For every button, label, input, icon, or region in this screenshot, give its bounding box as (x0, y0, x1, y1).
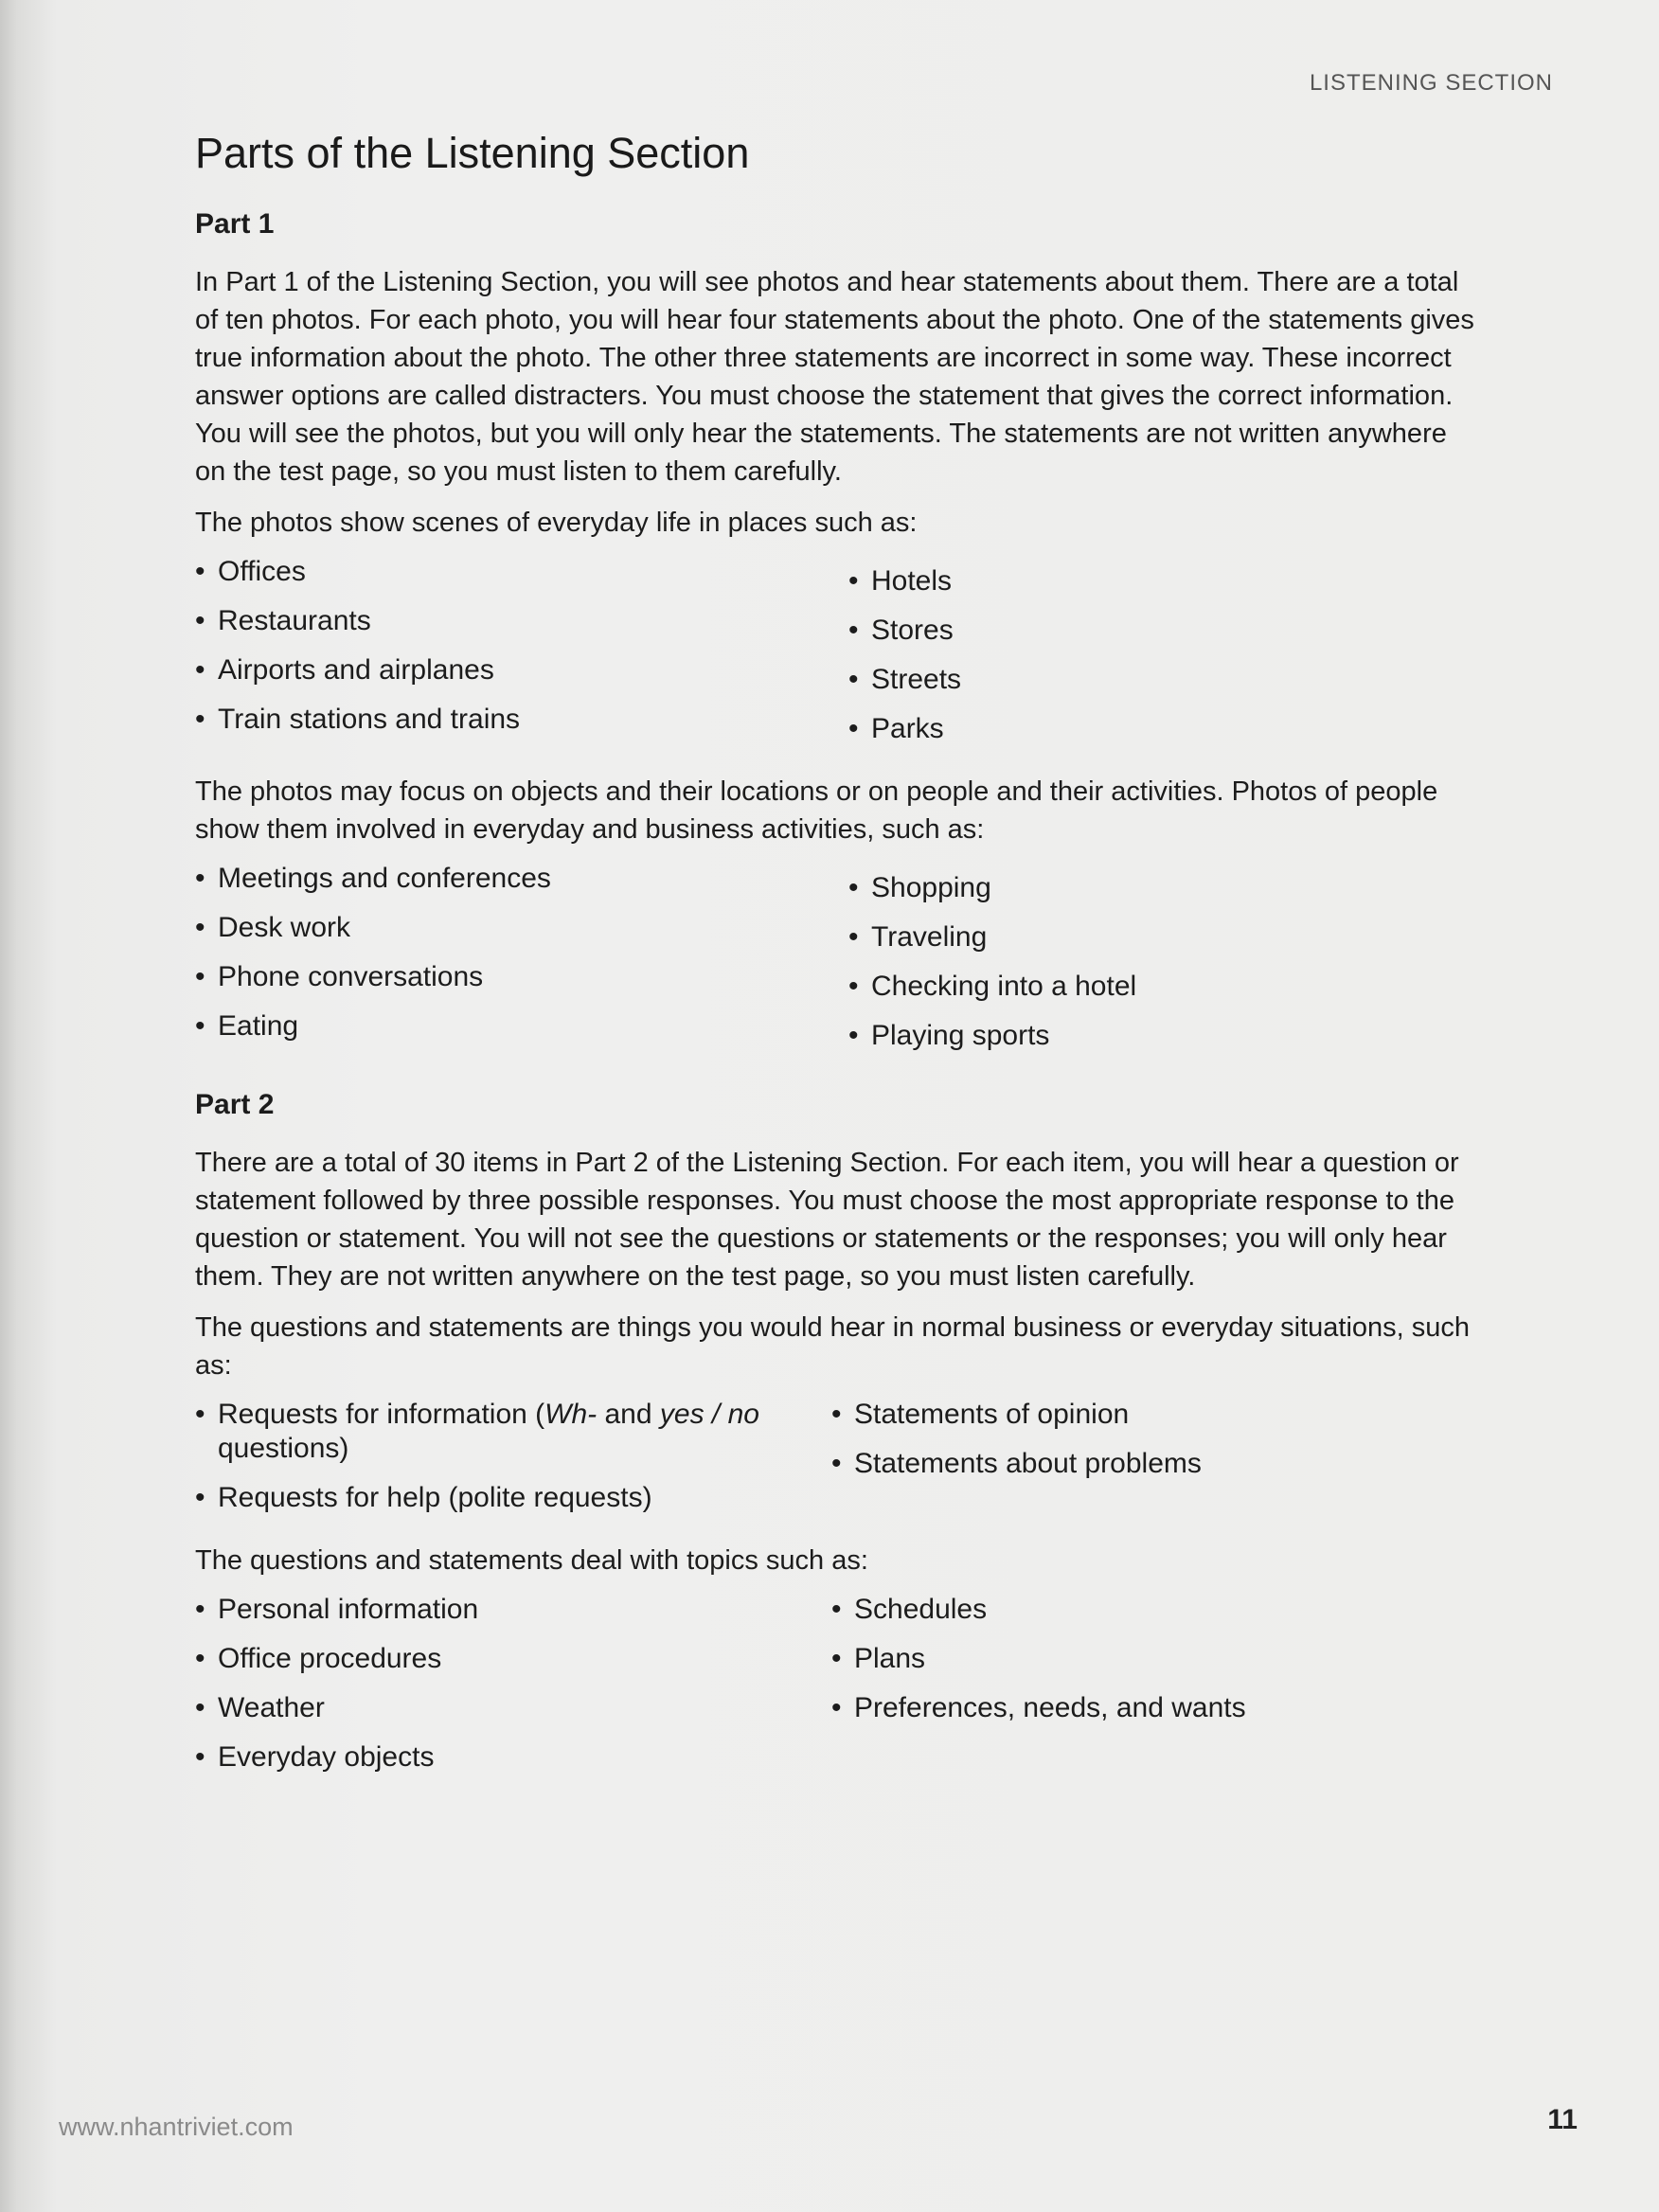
list-item: • Personal information (195, 1594, 479, 1625)
list-item: • Statements of opinion (831, 1399, 1130, 1430)
page-number: 11 (1547, 2104, 1578, 2135)
activities-right-list (848, 862, 1473, 1068)
activities-list (195, 862, 1483, 1068)
list-item: • Statements about problems (831, 1448, 1202, 1479)
part1-activities-intro: The photos may focus on objects and their locations or on people and their activities. Photos of people show them involved in everyday and business activities, such as: (195, 776, 1438, 845)
list-item: • Desk work (195, 912, 351, 943)
list-item: • Requests for information (Wh- and yes / no questions) (195, 1399, 759, 1464)
list-item: • Shopping (848, 872, 991, 903)
activities-left-list (195, 862, 848, 1068)
part2-situations-intro: The questions and statements are things you would hear in normal business or everyday situations, such as: (195, 1312, 1471, 1381)
list-item: • Traveling (848, 921, 988, 953)
list-item: • Eating (195, 1010, 299, 1042)
topics-left-list (195, 1593, 831, 1790)
running-head: LISTENING SECTION (1309, 70, 1553, 96)
places-right-list (848, 555, 1473, 761)
list-item: • Weather (195, 1692, 325, 1723)
situations-left-list (195, 1398, 831, 1530)
list-item: • Airports and airplanes (195, 654, 494, 686)
list-item: • Meetings and conferences (195, 863, 551, 894)
list-item: • Streets (848, 664, 962, 695)
list-item: • Schedules (831, 1594, 988, 1625)
list-item: • Restaurants (195, 605, 371, 636)
situations-list (195, 1398, 1483, 1530)
part1-heading: Part 1 (195, 208, 275, 240)
list-item: • Hotels (848, 565, 953, 597)
list-item: • Stores (848, 615, 954, 646)
page-content (195, 123, 1483, 1801)
situations-right-list (831, 1398, 1456, 1530)
topics-right-list (831, 1593, 1456, 1790)
part2-intro: There are a total of 30 items in Part 2 of the Listening Section. For each item, you will hear a question or statement followed by three possible responses. You must choose the most appropriate response to the question or statement. You will not see the questions or statements or the responses; you will only hear them. They are not written anywhere on the test page, so you must listen carefully. (195, 1148, 1459, 1292)
page-title: Parts of the Listening Section (195, 129, 750, 177)
list-item: • Playing sports (848, 1020, 1050, 1051)
part1-section (195, 208, 1483, 1068)
list-item: • Phone conversations (195, 961, 484, 992)
list-item: • Preferences, needs, and wants (831, 1692, 1246, 1723)
list-item: • Offices (195, 556, 306, 587)
list-item: • Requests for help (polite requests) (195, 1482, 652, 1513)
list-item: • Train stations and trains (195, 704, 521, 735)
footer-url: www.nhantriviet.com (59, 2113, 294, 2141)
part2-heading: Part 2 (195, 1089, 275, 1120)
part1-places-intro: The photos show scenes of everyday life in places such as: (195, 508, 918, 538)
places-left-list (195, 555, 848, 761)
part2-section (195, 1089, 1483, 1790)
part1-intro: In Part 1 of the Listening Section, you will see photos and hear statements about them. There are a total of ten photos. For each photo, you will hear four statements about the photo. One of the statements gives true information about the photo. The other three statements are incorrect in some way. These incorrect answer options are called distracters. You must choose the statement that gives the correct information. You will see the photos, but you will only hear the statements. The statements are not written anywhere on the test page, so you must listen to them carefully. (195, 267, 1474, 487)
topics-list (195, 1593, 1483, 1790)
places-list (195, 555, 1483, 761)
list-item: • Checking into a hotel (848, 971, 1137, 1002)
list-item: • Parks (848, 713, 944, 744)
list-item: • Plans (831, 1643, 926, 1674)
part2-topics-intro: The questions and statements deal with topics such as: (195, 1545, 868, 1576)
list-item: • Office procedures (195, 1643, 442, 1674)
list-item: • Everyday objects (195, 1741, 435, 1773)
